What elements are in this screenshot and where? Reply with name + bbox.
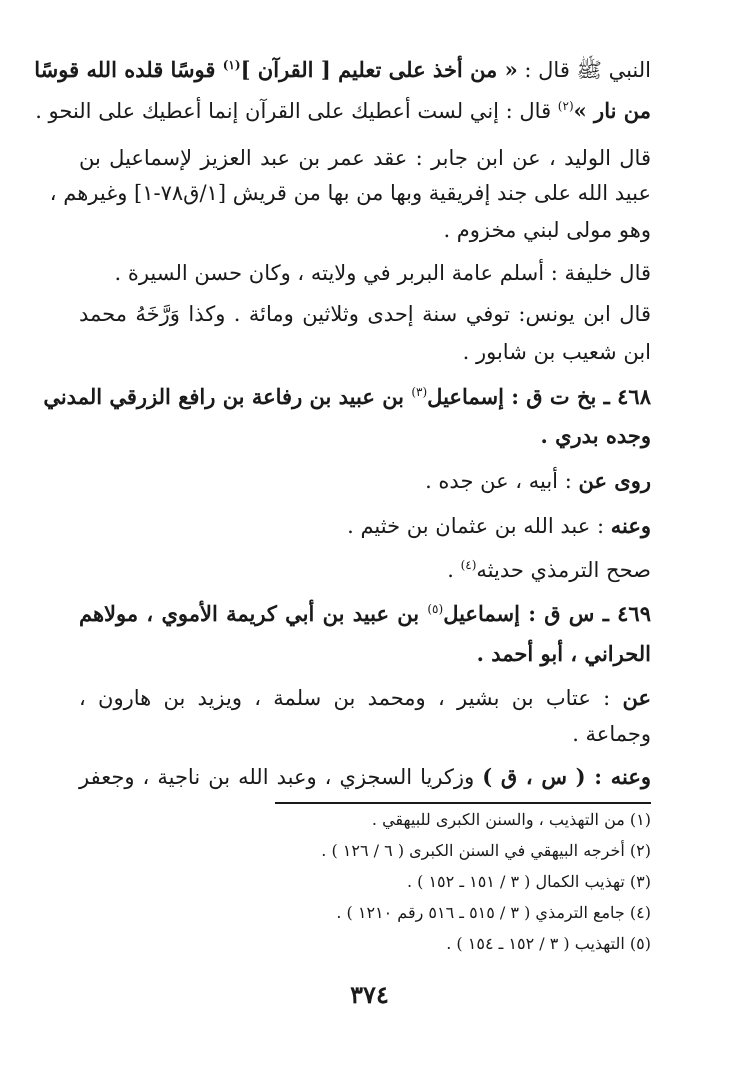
text-run: قال ابن يونس: توفي سنة إحدى وثلاثين ومائة . وكذا وَرَّخَهُ محمد [79,302,651,326]
text-run: صحح الترمذي حديثه [476,558,651,582]
text-line-4 [49,175,651,215]
footnote-2: (٢) أخرجه البيهقي في السنن الكبرى ( ٦ / ١٢٦ ) . [321,841,651,860]
text-run: من نار » [573,98,651,123]
text-line-7 [79,296,651,336]
text-run: عبيد الله على جند إفريقية وبها من بها من قريش [١/ق٧٨-١] وغيرهم ، [49,181,651,205]
footnote-ref: (٤) [460,558,477,572]
text-run: قوسًا قلده الله قوسًا [34,57,223,82]
text-run: روى عن [578,468,651,493]
text-run: وعنه [610,513,651,538]
text-line-5 [79,212,651,252]
entry-468-narrated-from [79,463,651,503]
text-run: بن عبيد بن أبي كريمة الأموي ، مولاهم [79,601,428,626]
entry-468-note [79,552,651,592]
text-run: وجده بدري . [540,423,651,448]
text-line-3 [79,140,651,180]
footnote-ref: (١) [222,58,241,72]
text-run: : عتاب بن بشير ، ومحمد بن سلمة ، ويزيد بن هارون ، [79,686,623,710]
text-run: ٤٦٩ ـ س ق : إسماعيل [443,601,651,626]
entry-468-heading-cont [79,418,651,458]
text-run: قال : إني لست أعطيك على القرآن إنما أعطيك على النحو . [35,99,558,123]
footnote-4: (٤) جامع الترمذي ( ٣ / ٥١٥ ـ ٥١٦ رقم ١٢١٠ ) . [336,903,651,922]
text-run: وعنه : ( س ، ق ) [482,764,651,789]
text-run: « من أخذ على تعليم [ القرآن ] [240,57,518,82]
text-run: ٤٦٨ ـ بخ ت ق : إسماعيل [427,384,651,409]
entry-469-narrated-from-cont [79,716,651,756]
text-run: النبي ﷺ قال : [517,58,651,82]
footnote-3: (٣) تهذيب الكمال ( ٣ / ١٥١ ـ ١٥٢ ) . [406,872,651,891]
page-number: ٣٧٤ [350,980,389,1009]
text-run: . [447,558,461,582]
entry-469-heading-cont [79,636,651,676]
text-run: قال خليفة : أسلم عامة البربر في ولايته ، وكان حسن السيرة . [114,261,651,285]
text-run: بن عبيد بن رفاعة بن رافع الزرقي المدني [43,384,412,409]
entry-469-narrated-by [79,759,651,799]
text-line-8 [79,334,651,374]
text-line-6 [79,255,651,295]
text-line-1 [34,52,651,92]
entry-469-heading [79,596,651,636]
text-line-2 [35,93,651,133]
footnote-divider [275,802,651,804]
footnote-ref: (٣) [411,385,428,399]
text-run: وهو مولى لبني مخزوم . [443,218,651,242]
text-run: : أبيه ، عن جده . [425,469,579,493]
footnote-ref: (٢) [557,99,574,113]
text-run: قال الوليد ، عن ابن جابر : عقد عمر بن عبد العزيز لإسماعيل بن [79,146,651,170]
text-run: وجماعة . [572,722,651,746]
footnote-5: (٥) التهذيب ( ٣ / ١٥٢ ـ ١٥٤ ) . [446,934,651,953]
text-run: الحراني ، أبو أحمد . [476,641,651,666]
text-run: ابن شعيب بن شابور . [462,340,651,364]
footnote-ref: (٥) [427,602,444,616]
text-run: : عبد الله بن عثمان بن خثيم . [347,514,611,538]
text-run: عن [622,685,651,710]
entry-468-heading [43,379,651,419]
text-run: وزكريا السجزي ، وعبد الله بن ناجية ، وجعفر [79,765,483,789]
footnote-1: (١) من التهذيب ، والسنن الكبرى للبيهقي . [371,810,651,829]
entry-469-narrated-from [79,680,651,720]
entry-468-narrated-by [79,508,651,548]
